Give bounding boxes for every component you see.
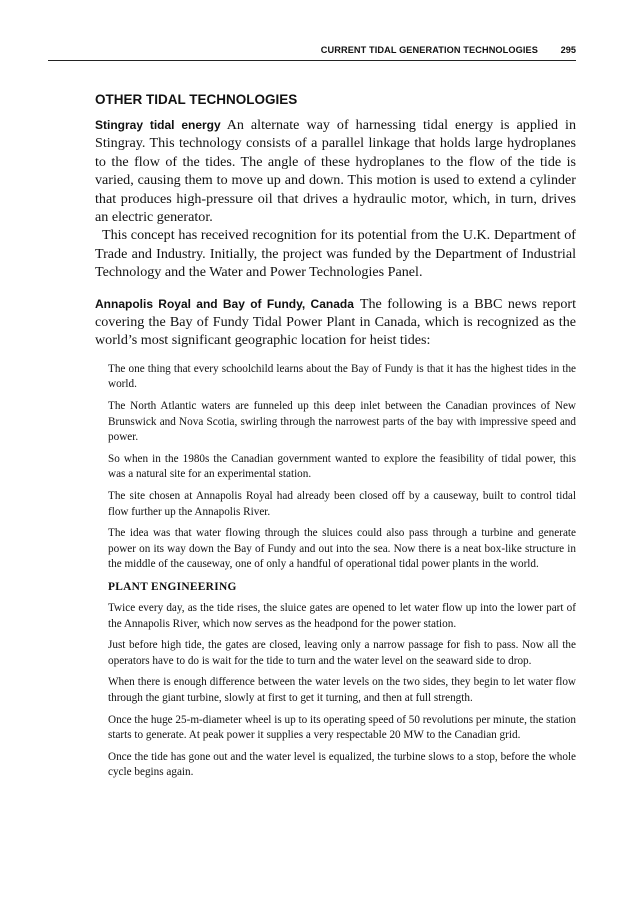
- quote-paragraph: The North Atlantic waters are funneled up this deep inlet between the Canadian provinces of New Brunswick and Nova Scotia, swirling through the narrowest parts of the bay with impressive speed and power.: [108, 400, 576, 444]
- quote-paragraph: The one thing that every schoolchild learns about the Bay of Fundy is that it has the highest tides in the world.: [108, 362, 576, 391]
- engineering-paragraph: Just before high tide, the gates are closed, leaving only a narrow passage for fish to pass. Now all the operators have to do is wait for the tide to turn and the water level on the seaward side to drop.: [108, 639, 576, 667]
- stingray-text: An alternate way of harnessing tidal energy is applied in Stingray. This technology consists of a parallel linkage that holds large hydroplanes to the flow of the tides. The angle of these hydroplanes to the flow of the tide is varied, causing them to move up and down. This motion is used to extend a cylinder that produces high-pressure oil that drives a hydraulic motor, which, in turn, drives an electric generator.: [95, 117, 577, 226]
- engineering-paragraph: Once the tide has gone out and the water level is equalized, the turbine slows to a stop, before the whole cycle begins again.: [108, 750, 576, 779]
- running-header-title: CURRENT TIDAL GENERATION TECHNOLOGIES: [320, 45, 538, 55]
- engineering-paragraph: When there is enough difference between the water levels on the two sides, they begin to let water flow through the giant turbine, slowly at first to get it turning, and then at full strength.: [108, 676, 576, 704]
- quote-paragraph: The site chosen at Annapolis Royal had already been closed off by a causeway, built to control tidal flow further up the Annapolis River.: [108, 490, 576, 518]
- plant-engineering-heading: PLANT ENGINEERING: [108, 581, 237, 593]
- page-number: 295: [560, 45, 576, 55]
- quote-paragraph: So when in the 1980s the Canadian government wanted to explore the feasibility of tidal power, this was a natural site for an experimental station.: [108, 452, 576, 481]
- spacer: [95, 282, 576, 295]
- quote-paragraph: The idea was that water flowing through the sluices could also pass through a turbine and generate power on its way down the Bay of Fundy and out into the sea. Now there is a neat box-like structure in the middle of the causeway, one of only a handful of operational tidal power plants in the world.: [108, 527, 576, 571]
- section-heading: OTHER TIDAL TECHNOLOGIES: [95, 92, 298, 107]
- stingray-paragraph-2: This concept has received recognition for its potential from the U.K. Department of Trade and Industry. Initially, the project was funded by the Department of Industrial Technology and the Water and Power Technologies Panel.: [95, 227, 576, 281]
- page-body: [95, 92, 576, 787]
- annapolis-paragraph: [95, 295, 576, 350]
- annapolis-run-in-heading: Annapolis Royal and Bay of Fundy, Canada: [95, 296, 354, 311]
- engineering-paragraph: Twice every day, as the tide rises, the sluice gates are opened to let water flow up into the lower part of the Annapolis River, which now serves as the headpond for the power station.: [108, 602, 576, 630]
- stingray-run-in-heading: Stingray tidal energy: [95, 118, 221, 132]
- engineering-paragraph: Once the huge 25-m-diameter wheel is up to its operating speed of 50 revolutions per minute, the station starts to generate. At peak power it supplies a very respectable 20 MW to the Canadian grid.: [108, 713, 576, 742]
- running-header: [48, 44, 576, 61]
- bbc-quote-block: [108, 362, 576, 781]
- annapolis-text: The following is a BBC news report covering the Bay of Fundy Tidal Power Plant in Canada, which is recognized as the world’s most significant geographic location for heist tides:: [95, 295, 576, 349]
- stingray-paragraph: [95, 116, 576, 226]
